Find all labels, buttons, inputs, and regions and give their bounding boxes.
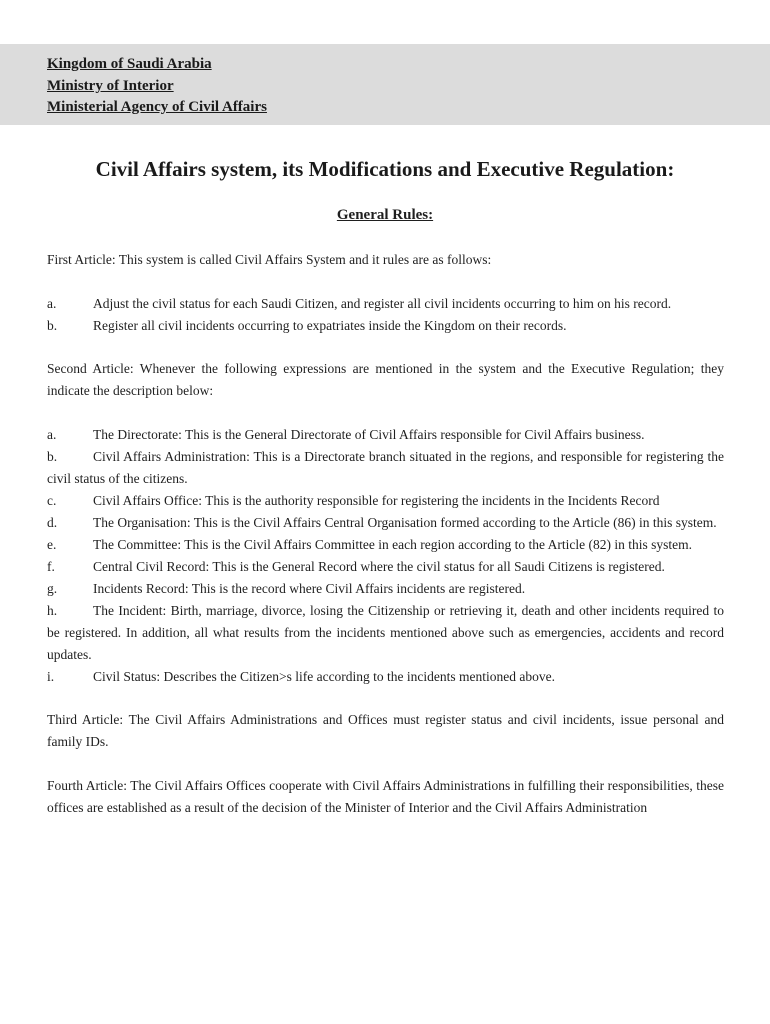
- header-band: [0, 44, 770, 125]
- list-item: b. Register all civil incidents occurring to expatriates inside the Kingdom on their records.: [47, 317, 567, 333]
- list-item: g. Incidents Record: This is the record where Civil Affairs incidents are registered.: [47, 580, 526, 596]
- second-article-intro: Second Article: Whenever the following expressions are mentioned in the system and the Executive Regulation; they indicate the description below:: [47, 361, 724, 398]
- section-heading: General Rules:: [336, 207, 434, 223]
- document-body: [47, 249, 724, 819]
- list-item: i. Civil Status: Describes the Citizen>s life according to the incidents mentioned above.: [47, 668, 556, 684]
- list-item: f. Central Civil Record: This is the General Record where the civil status for all Saudi Citizens is registered.: [47, 558, 665, 574]
- list-item: d. The Organisation: This is the Civil Affairs Central Organisation formed according to the Article (86) in this system.: [47, 514, 717, 530]
- list-item: b. Civil Affairs Administration: This is a Directorate branch situated in the regions, and responsible for registering the civil status of the citizens.: [47, 448, 724, 486]
- list-item: c. Civil Affairs Office: This is the authority responsible for registering the incidents in the Incidents Record: [47, 492, 660, 508]
- header-kingdom: Kingdom of Saudi Arabia: [47, 56, 212, 72]
- list-item: a. Adjust the civil status for each Saudi Citizen, and register all civil incidents occurring to him on his record.: [47, 295, 672, 311]
- list-item: e. The Committee: This is the Civil Affairs Committee in each region according to the Article (82) in this system.: [47, 536, 693, 552]
- first-article-intro: First Article: This system is called Civil Affairs System and it rules are as follows:: [47, 252, 492, 267]
- header-agency: Ministerial Agency of Civil Affairs: [47, 99, 267, 115]
- fourth-article: Fourth Article: The Civil Affairs Offices cooperate with Civil Affairs Administrations in fulfilling their responsibilities, these offices are established as a result of the decision of the Minister of Interior and the Civil Affairs Administration: [47, 777, 724, 815]
- list-item: h. The Incident: Birth, marriage, divorce, losing the Citizenship or retrieving it, death and other incidents required to be registered. In addition, all what results from the incidents mentioned above such as emergencies, accidents and record updates.: [47, 602, 724, 662]
- header-ministry: Ministry of Interior: [47, 77, 174, 94]
- list-item: a. The Directorate: This is the General Directorate of Civil Affairs responsible for Civil Affairs business.: [47, 426, 645, 442]
- header-lines: [47, 54, 267, 119]
- document-title: Civil Affairs system, its Modifications and Executive Regulation:: [95, 157, 675, 181]
- third-article: Third Article: The Civil Affairs Administrations and Offices must register status and civil incidents, issue personal and family IDs.: [47, 712, 724, 749]
